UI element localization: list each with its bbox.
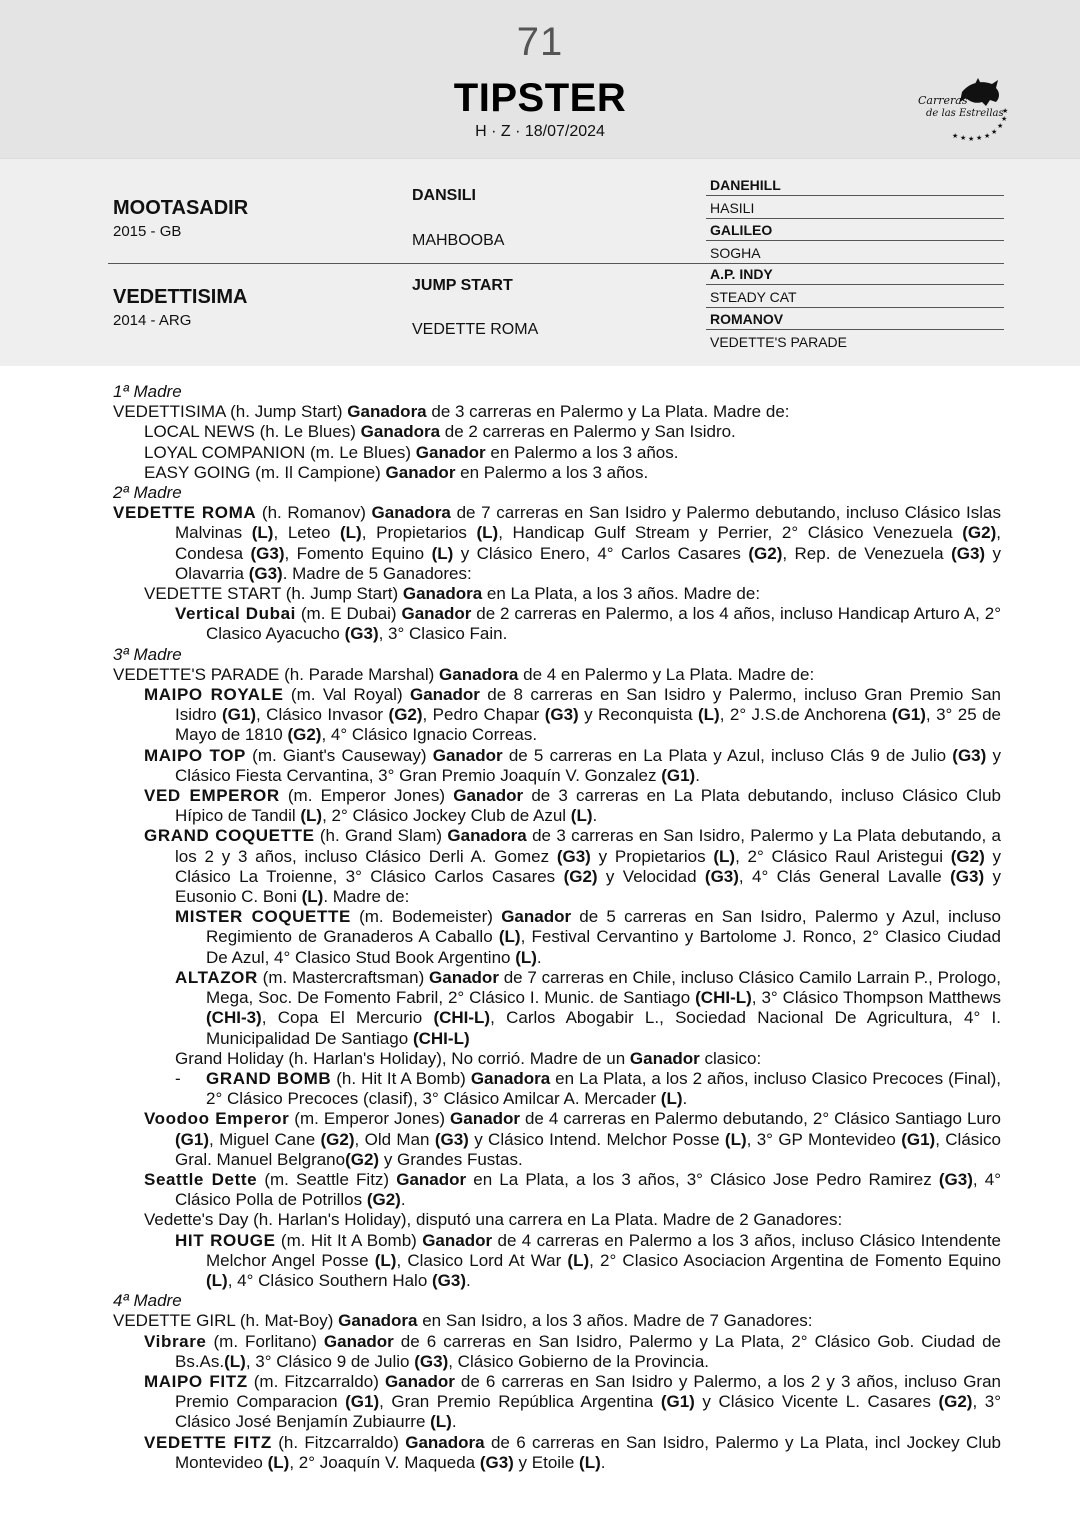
dam-entry: VEDETTE GIRL (h. Mat-Boy) Ganadora en San Isidro, a los 3 años. Madre de 7 Ganadores:	[113, 1311, 813, 1331]
produce-entry: Vibrare (m. Forlitano) Ganador de 6 carreras en San Isidro, Palermo y La Plata, 2° Clásico Gob. Ciudad de Bs.As.(L), 3° Clásico 9 de Julio (G3), Clásico Gobierno de la Provincia.	[144, 1331, 1001, 1371]
horse-name: TIPSTER	[453, 76, 627, 120]
produce-entry: VEDETTE START (h. Jump Start) Ganadora en La Plata, a los 3 años. Madre de:	[144, 584, 761, 604]
gd-1: DANEHILL	[710, 177, 781, 193]
divider	[706, 218, 1004, 219]
produce-entry: LOYAL COMPANION (m. Le Blues) Ganador en Palermo a los 3 años.	[144, 442, 679, 462]
svg-text:★: ★	[984, 132, 991, 140]
produce-entry: MAIPO FITZ (m. Fitzcarraldo) Ganador de 6 carreras en San Isidro y Palermo, a los 2 y 3 años, incluso Gran Premio Comparacion (G1), Gran Premio República Argentina (G1) y Clásico Vicente L. Casares (G2), 3° Clásico José Benjamín Zubiaurre (L).	[144, 1371, 1002, 1432]
sire-sire: DANSILI	[412, 187, 476, 204]
produce-entry: ALTAZOR (m. Mastercraftsman) Ganador de 7 carreras en Chile, incluso Clásico Camilo Larrain P., Prologo, Mega, Soc. De Fomento Fabril, 2° Clásico I. Munic. de Santiago (CHI-L), 3° Clásico Thompson Matthews (CHI-3), Copa El Mercurio (CHI-L), Carlos Abogabir L., Sociedad Nacional De Agricultura, 4° I. Municipalidad De Santiago (CHI-L)	[175, 967, 1001, 1048]
divider	[706, 195, 1004, 196]
sire-dam: MAHBOOBA	[412, 232, 505, 249]
produce-entry: GRAND COQUETTE (h. Grand Slam) Ganadora de 3 carreras en San Isidro, Palermo y La Plata debutando, a los 2 y 3 años, incluso Clásico Derli A. Gomez (G3) y Propietarios (L), 2° Clásico Raul Aristegui (G2) y Clásico La Troienne, 3° Clásico Carlos Casares (G2) y Velocidad (G3), 4° Clás General Lavalle (G3) y Eusonio C. Boni (L). Madre de:	[144, 826, 1002, 907]
pedigree-table	[0, 158, 1080, 366]
produce-entry: Voodoo Emperor (m. Emperor Jones) Ganador de 4 carreras en Palermo debutando, 2° Clásico Santiago Luro (G1), Miguel Cane (G2), Old Man (G3) y Clásico Intend. Melchor Posse (L), 3° GP Montevideo (G1), Clásico Gral. Manuel Belgrano(G2) y Grandes Fustas.	[144, 1109, 1002, 1169]
produce-entry: Vedette's Day (h. Harlan's Holiday), disputó una carrera en La Plata. Madre de 2 Ganadores:	[144, 1210, 843, 1230]
produce-entry: VEDETTE FITZ (h. Fitzcarraldo) Ganadora de 6 carreras en San Isidro, Palermo y La Plata, incl Jockey Club Montevideo (L), 2° Joaquín V. Maqueda (G3) y Etoile (L).	[144, 1432, 1001, 1472]
dam-dam: VEDETTE ROMA	[412, 321, 539, 338]
svg-text:★: ★	[997, 122, 1004, 130]
svg-text:★: ★	[968, 135, 975, 143]
svg-text:★: ★	[952, 132, 959, 140]
gd-5: A.P. INDY	[710, 266, 773, 282]
carreras-estrellas-logo	[912, 78, 1008, 144]
produce-entry: EASY GOING (m. Il Campione) Ganador en Palermo a los 3 años.	[144, 462, 649, 482]
divider	[706, 284, 1004, 285]
produce-record	[113, 382, 1001, 1473]
gd-3: GALILEO	[710, 222, 773, 238]
section-1-title: 1ª Madre	[113, 382, 182, 401]
sire-info: 2015 - GB	[113, 223, 182, 240]
gd-2: HASILI	[710, 200, 755, 216]
page-header	[0, 0, 1080, 158]
dam-sire: JUMP START	[412, 277, 513, 294]
gd-6: STEADY CAT	[710, 289, 797, 305]
produce-entry: MAIPO ROYALE (m. Val Royal) Ganador de 8 carreras en San Isidro y Palermo, incluso Gran Premio San Isidro (G1), Clásico Invasor (G2), Pedro Chapar (G3) y Reconquista (L), 2° J.S.de Anchorena (G1), 3° 25 de Mayo de 1810 (G2), 4° Clásico Ignacio Correas.	[144, 685, 1002, 745]
sire-name: MOOTASADIR	[113, 197, 249, 219]
produce-entry: Seattle Dette (m. Seattle Fitz) Ganador en La Plata, a los 3 años, 3° Clásico Jose Pedro Ramirez (G3), 4° Clásico Polla de Potrillos (G2).	[144, 1169, 1001, 1210]
logo-text-2: de las Estrellas	[926, 108, 1004, 119]
section-2-title: 2ª Madre	[113, 483, 182, 503]
dam-entry: VEDETTE ROMA (h. Romanov) Ganadora de 7 carreras en San Isidro y Palermo debutando, incluso Clásico Islas Malvinas (L), Leteo (L), Propietarios (L), Handicap Gulf Stream y Perrier, 2° Clásico Venezuela (G2), Condesa (G3), Fomento Equino (L) y Clásico Enero, 4° Carlos Casares (G2), Rep. de Venezuela (G3) y Olavarria (G3). Madre de 5 Ganadores:	[113, 503, 1001, 583]
produce-entry: Grand Holiday (h. Harlan's Holiday), No corrió. Madre de un Ganador clasico:	[175, 1048, 762, 1068]
dam-info: 2014 - ARG	[113, 312, 192, 329]
divider	[108, 263, 1004, 264]
section-3-title: 3ª Madre	[113, 644, 182, 664]
svg-text:★: ★	[960, 134, 967, 142]
divider	[706, 307, 1004, 308]
produce-entry: LOCAL NEWS (h. Le Blues) Ganadora de 2 carreras en Palermo y San Isidro.	[144, 422, 736, 442]
gd-8: VEDETTE'S PARADE	[710, 334, 847, 350]
divider	[706, 240, 1004, 241]
svg-text:★: ★	[976, 134, 983, 142]
dam-entry: VEDETTE'S PARADE (h. Parade Marshal) Ganadora de 4 en Palermo y La Plata. Madre de:	[113, 664, 815, 684]
divider	[706, 329, 1004, 330]
produce-entry: VED EMPEROR (m. Emperor Jones) Ganador de 3 carreras en La Plata debutando, incluso Clásico Club Hípico de Tandil (L), 2° Clásico Jockey Club de Azul (L).	[144, 786, 1001, 826]
gd-4: SOGHA	[710, 245, 761, 261]
gd-7: ROMANOV	[710, 311, 784, 327]
produce-entry: MAIPO TOP (m. Giant's Causeway) Ganador de 5 carreras en La Plata y Azul, incluso Clás 9 de Julio (G3) y Clásico Fiesta Cervantina, 3° Gran Premio Joaquín V. Gonzalez (G1).	[144, 745, 1001, 785]
svg-text:★: ★	[991, 128, 998, 136]
dam-name: VEDETTISIMA	[113, 286, 248, 308]
logo-text-1: Carreras	[918, 94, 968, 107]
dam-entry: VEDETTISIMA (h. Jump Start) Ganadora de 3 carreras en Palermo y La Plata. Madre de:	[113, 402, 790, 422]
horse-subtitle: H · Z · 18/07/2024	[475, 123, 605, 140]
produce-entry: HIT ROUGE (m. Hit It A Bomb) Ganador de 4 carreras en Palermo a los 3 años, incluso Clásico Intendente Melchor Angel Posse (L), Clasico Lord At War (L), 2° Clasico Asociacion Argentina de Fomento Equino (L), 4° Clásico Southern Halo (G3).	[175, 1230, 1001, 1290]
section-4-title: 4ª Madre	[113, 1291, 182, 1311]
svg-text:★: ★	[1001, 115, 1008, 123]
svg-text:★: ★	[1002, 107, 1008, 115]
lot-number: 71	[516, 20, 564, 64]
produce-entry: MISTER COQUETTE (m. Bodemeister) Ganador de 5 carreras en San Isidro, Palermo y Azul, incluso Regimiento de Granaderos A Caballo (L), Festival Cervantino y Bartolome J. Ronco, 2° Clasico Ciudad De Azul, 4° Clasico Stud Book Argentino (L).	[175, 907, 1001, 967]
produce-entry: Vertical Dubai (m. E Dubai) Ganador de 2 carreras en Palermo, a los 4 años, incluso Handicap Arturo A, 2° Clasico Ayacucho (G3), 3° Clasico Fain.	[175, 604, 1001, 644]
produce-entry: - GRAND BOMB (h. Hit It A Bomb) Ganadora en La Plata, a los 2 años, incluso Clasico Precoces (Final), 2° Clásico Precoces (clasif), 3° Clásico Amilcar A. Mercader (L).	[175, 1068, 1001, 1109]
